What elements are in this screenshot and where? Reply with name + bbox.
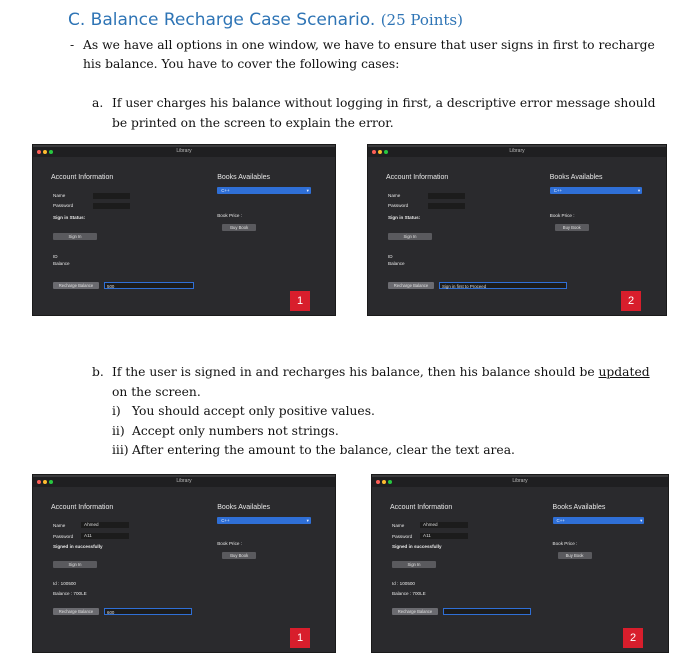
recharge-balance-button[interactable]: Recharge Balance xyxy=(388,282,434,289)
account-heading: Account Information xyxy=(51,174,114,181)
screen-number-badge: 1 xyxy=(290,628,310,648)
buy-book-button[interactable]: Buy Book xyxy=(558,552,592,559)
sign-in-button[interactable]: Sign In xyxy=(53,561,97,568)
password-value: A11 xyxy=(423,533,431,538)
title-bar xyxy=(33,477,335,487)
balance-label: Balance xyxy=(388,261,405,266)
zoom-dot-icon xyxy=(388,480,392,484)
balance-label: Balance : 700LE xyxy=(392,591,426,596)
app-window-screenshot xyxy=(372,475,668,652)
title-bar xyxy=(368,147,666,157)
id-label: ID xyxy=(53,254,58,259)
books-heading: Books Availables xyxy=(549,174,603,181)
case-b-line-1-text: If the user is signed in and recharges his balance, then his balance should be xyxy=(112,365,599,379)
intro-line-1: As we have all options in one window, we have to ensure that user signs in first to recharge xyxy=(83,38,655,52)
name-label: Name xyxy=(392,523,405,528)
book-select[interactable] xyxy=(553,517,645,524)
balance-label: Balance : 700LE xyxy=(53,591,87,596)
id-label: ID xyxy=(388,254,393,259)
name-field[interactable] xyxy=(420,522,468,528)
sign-in-button[interactable]: Sign In xyxy=(392,561,436,568)
account-heading: Account Information xyxy=(51,504,114,511)
title-bar xyxy=(372,477,668,487)
book-select-value: C++ xyxy=(553,188,563,193)
account-heading: Account Information xyxy=(390,504,453,511)
zoom-dot-icon xyxy=(49,150,53,154)
case-a-marker: a. xyxy=(92,96,104,110)
book-select[interactable] xyxy=(217,517,311,524)
sign-in-status: Signed in successfully xyxy=(53,544,103,549)
password-field[interactable] xyxy=(93,203,130,209)
minimize-dot-icon xyxy=(43,150,47,154)
name-label: Name xyxy=(53,193,66,198)
intro-bullet: - xyxy=(70,38,75,52)
case-b-line-1 xyxy=(112,365,650,379)
book-select[interactable] xyxy=(217,187,311,194)
select-chevron-icon: ▾ xyxy=(637,188,641,193)
case-a-line-1: If user charges his balance without logging in first, a descriptive error message should xyxy=(112,96,656,110)
name-value: Ahmed xyxy=(423,522,438,527)
id-label: Id : 100500 xyxy=(392,581,415,586)
books-heading: Books Availables xyxy=(552,504,606,511)
window-title: Library xyxy=(512,478,528,484)
select-chevron-icon: ▾ xyxy=(306,188,309,193)
book-price-label: Book Price : xyxy=(552,541,578,546)
heading-title: C. Balance Recharge Case Scenario. xyxy=(68,10,376,30)
book-select-value: C++ xyxy=(556,518,565,523)
book-price-label: Book Price : xyxy=(549,213,575,218)
sign-in-status: Sign in Status: xyxy=(388,215,421,220)
buy-book-button[interactable]: Buy Book xyxy=(222,552,256,559)
password-field[interactable] xyxy=(428,203,465,209)
window-title: Library xyxy=(176,478,192,484)
book-price-label: Book Price : xyxy=(217,213,242,218)
heading-points: (25 Points) xyxy=(380,11,463,29)
rule-num-1: i) xyxy=(112,404,121,418)
intro-line-2: his balance. You have to cover the following cases: xyxy=(83,57,400,71)
screen-number-badge: 1 xyxy=(290,291,310,311)
screen-number-badge: 2 xyxy=(623,628,643,648)
minimize-dot-icon xyxy=(378,150,382,154)
account-heading: Account Information xyxy=(386,174,449,181)
recharge-balance-button[interactable]: Recharge Balance xyxy=(392,608,438,615)
case-b-marker: b. xyxy=(92,365,104,379)
rule-text-2: Accept only numbers not strings. xyxy=(132,424,339,438)
app-window-screenshot xyxy=(368,145,666,315)
recharge-amount-input[interactable]: 600 xyxy=(104,608,192,615)
zoom-dot-icon xyxy=(49,480,53,484)
recharge-balance-button[interactable]: Recharge Balance xyxy=(53,282,99,289)
window-title: Library xyxy=(509,148,525,154)
zoom-dot-icon xyxy=(384,150,388,154)
section-heading xyxy=(68,10,463,30)
password-label: Password xyxy=(392,534,413,539)
screen-number-badge: 2 xyxy=(621,291,641,311)
books-heading: Books Availables xyxy=(217,174,271,181)
close-dot-icon xyxy=(37,150,41,154)
password-label: Password xyxy=(53,203,74,208)
case-a-line-2: be printed on the screen to explain the error. xyxy=(112,116,394,130)
password-label: Password xyxy=(53,534,74,539)
rule-num-3: iii) xyxy=(112,443,129,457)
books-heading: Books Availables xyxy=(217,504,271,511)
close-dot-icon xyxy=(372,150,376,154)
close-dot-icon xyxy=(376,480,380,484)
app-window-screenshot xyxy=(33,145,335,315)
minimize-dot-icon xyxy=(43,480,47,484)
name-label: Name xyxy=(53,523,66,528)
name-value: Ahmed xyxy=(84,522,99,527)
sign-in-status: Sign in Status: xyxy=(53,215,86,220)
name-field[interactable] xyxy=(93,193,130,199)
sign-in-button[interactable]: Sign In xyxy=(53,233,97,240)
select-chevron-icon: ▾ xyxy=(640,518,643,523)
rule-text-1: You should accept only positive values. xyxy=(132,404,375,418)
name-label: Name xyxy=(388,193,401,198)
buy-book-button[interactable]: Buy Book xyxy=(555,224,589,231)
app-window-screenshot xyxy=(33,475,335,652)
updated-underlined: updated xyxy=(598,365,650,379)
password-value: A11 xyxy=(84,533,92,538)
book-select[interactable] xyxy=(550,187,642,194)
name-field[interactable] xyxy=(81,522,129,528)
case-b-line-2: on the screen. xyxy=(112,385,201,399)
balance-label: Balance xyxy=(53,261,70,266)
recharge-amount-input[interactable]: Sign in first to Proceed xyxy=(439,282,567,289)
book-select-value: C++ xyxy=(221,518,230,523)
book-price-label: Book Price : xyxy=(217,541,242,546)
recharge-amount-input[interactable]: 500 xyxy=(104,282,194,289)
password-label: Password xyxy=(388,203,409,208)
id-label: Id : 100500 xyxy=(53,581,76,586)
recharge-balance-button[interactable]: Recharge Balance xyxy=(53,608,99,615)
password-field[interactable] xyxy=(420,533,468,539)
recharge-amount-input[interactable] xyxy=(443,608,531,615)
title-bar xyxy=(33,147,335,157)
buy-book-button[interactable]: Buy Book xyxy=(222,224,256,231)
window-title: Library xyxy=(176,148,192,154)
rule-num-2: ii) xyxy=(112,424,125,438)
minimize-dot-icon xyxy=(382,480,386,484)
sign-in-status: Signed in successfully xyxy=(392,544,442,549)
rule-text-3: After entering the amount to the balance, clear the text area. xyxy=(132,443,515,457)
book-select-value: C++ xyxy=(221,188,230,193)
close-dot-icon xyxy=(37,480,41,484)
select-chevron-icon: ▾ xyxy=(306,518,309,523)
sign-in-button[interactable]: Sign In xyxy=(388,233,432,240)
name-field[interactable] xyxy=(428,193,465,199)
password-field[interactable] xyxy=(81,533,129,539)
